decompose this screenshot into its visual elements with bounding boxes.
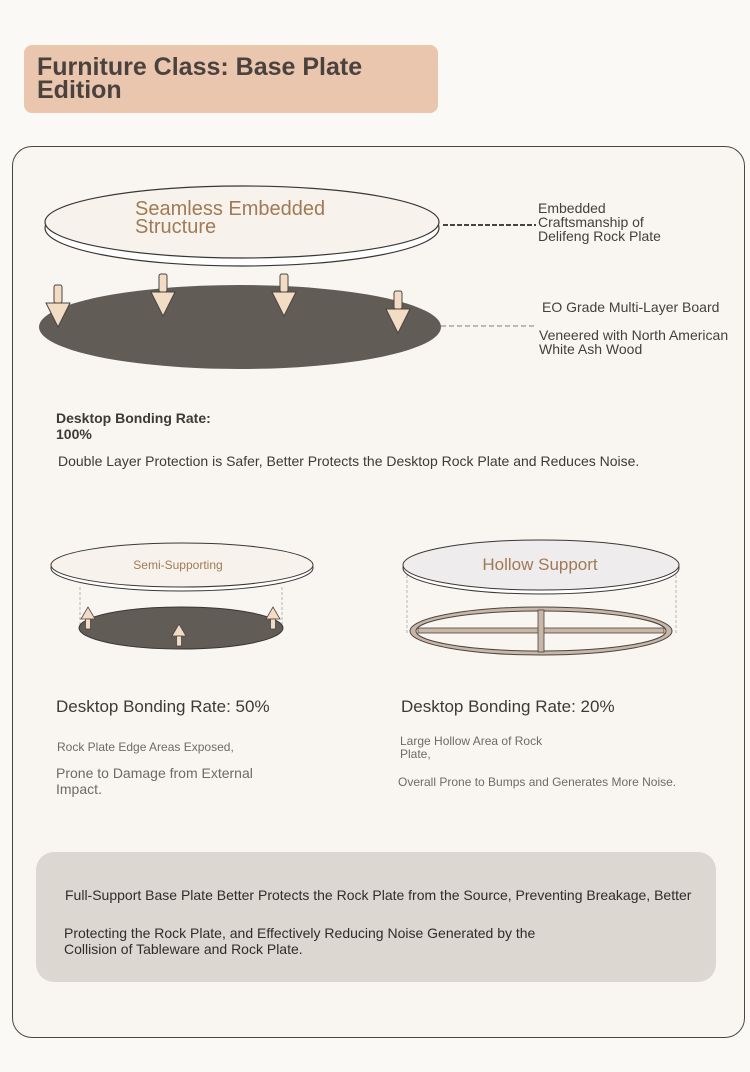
hollow-bonding-rate: Desktop Bonding Rate: 20% bbox=[401, 697, 615, 716]
semi-support-diagram bbox=[48, 535, 320, 655]
seamless-plate-label: Seamless Embedded Structure bbox=[135, 198, 326, 238]
base-board bbox=[39, 285, 441, 369]
semi-bonding-rate: Desktop Bonding Rate: 50% bbox=[56, 697, 270, 716]
page-title: Furniture Class: Base Plate Edition bbox=[37, 53, 363, 104]
summary-box bbox=[36, 852, 716, 982]
seamless-bonding-rate: Desktop Bonding Rate: 100% bbox=[56, 410, 211, 442]
callout-embedded-craftsmanship: Embedded Craftsmanship of Delifeng Rock Plate bbox=[538, 200, 661, 244]
hollow-support-diagram bbox=[400, 535, 685, 660]
hollow-note-2: Overall Prone to Bumps and Generates More Noise. bbox=[398, 775, 677, 789]
semi-note-1: Rock Plate Edge Areas Exposed, bbox=[57, 740, 234, 754]
callout-board: EO Grade Multi-Layer Board bbox=[542, 299, 720, 315]
summary-line-2: Protecting the Rock Plate, and Effectively Reducing Noise Generated by the Collision of Tableware and Rock Plate. bbox=[64, 925, 536, 957]
semi-note-2: Prone to Damage from External Impact. bbox=[56, 765, 253, 797]
hollow-note-1: Large Hollow Area of Rock Plate, bbox=[400, 734, 543, 761]
hollow-plate-label: Hollow Support bbox=[482, 555, 598, 574]
seamless-description: Double Layer Protection is Safer, Better Protects the Desktop Rock Plate and Reduces Noise. bbox=[58, 453, 640, 469]
semi-plate-label: Semi-Supporting bbox=[133, 558, 223, 572]
summary-line-1: Full-Support Base Plate Better Protects the Rock Plate from the Source, Preventing Breakage, Better bbox=[65, 887, 692, 903]
title-banner bbox=[24, 45, 438, 113]
hollow-frame-vertical-bar bbox=[538, 610, 544, 652]
callout-veneer: Veneered with North American White Ash Wood bbox=[539, 327, 729, 357]
